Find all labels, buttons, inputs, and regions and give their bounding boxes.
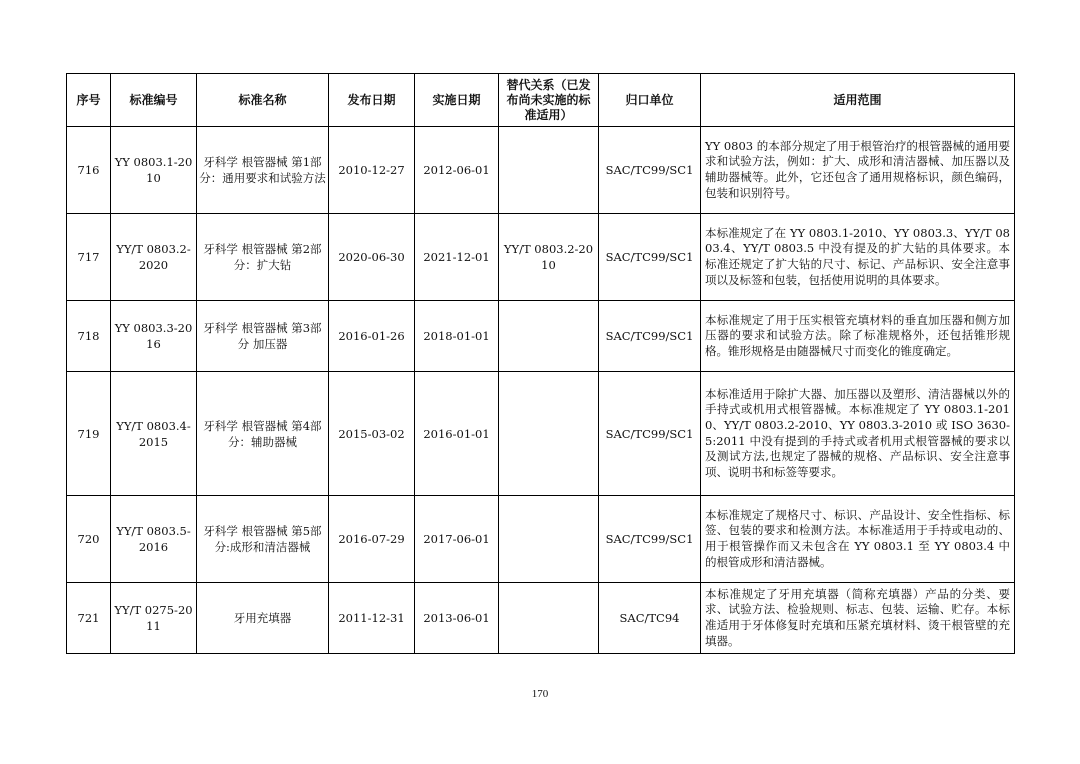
table-row — [67, 496, 1015, 583]
row-name: 牙科学 根管器械 第2部分：扩大钻 — [197, 214, 329, 301]
header-row — [67, 74, 1015, 127]
row-no: 719 — [67, 372, 111, 496]
row-unit: SAC/TC99/SC1 — [599, 214, 701, 301]
row-publish-date: 2011-12-31 — [329, 583, 415, 654]
row-code: YY/T 0803.5-2016 — [111, 496, 197, 583]
row-code: YY/T 0803.4-2015 — [111, 372, 197, 496]
row-unit: SAC/TC94 — [599, 583, 701, 654]
row-code: YY/T 0275-2011 — [111, 583, 197, 654]
row-code: YY 0803.3-2016 — [111, 301, 197, 372]
row-scope: 本标准规定了牙用充填器（简称充填器）产品的分类、要求、试验方法、检验规则、标志、包装、运输、贮存。本标准适用于牙体修复时充填和压紧充填材料、烫干根管壁的充填器。 — [701, 583, 1015, 654]
row-name: 牙科学 根管器械 第3部分 加压器 — [197, 301, 329, 372]
row-scope: 本标准规定了在 YY 0803.1-2010、YY 0803.3、YY/T 0803.4、YY/T 0803.5 中没有提及的扩大钻的具体要求。本标准还规定了扩大钻的尺寸、标记、产品标识、安全注意事项以及标签和包装，包括使用说明的具体要求。 — [701, 214, 1015, 301]
header-code: 标准编号 — [111, 74, 197, 127]
row-scope: 本标准规定了规格尺寸、标识、产品设计、安全性指标、标签、包装的要求和检测方法。本标准适用于手持或电动的、用于根管操作而又未包含在 YY 0803.1 至 YY 0803.4 中的根管成形和清洁器械。 — [701, 496, 1015, 583]
header-implement-date: 实施日期 — [415, 74, 499, 127]
row-publish-date: 2015-03-02 — [329, 372, 415, 496]
header-name: 标准名称 — [197, 74, 329, 127]
row-no: 721 — [67, 583, 111, 654]
table-row — [67, 583, 1015, 654]
row-scope: 本标准适用于除扩大器、加压器以及塑形、清洁器械以外的手持式或机用式根管器械。本标准规定了 YY 0803.1-2010、YY/T 0803.2-2010、YY 0803.3-2010 或 ISO 3630-5:2011 中没有提到的手持式或者机用式根管器械的要求以及测试方法,也规定了器械的规格、产品标识、安全注意事项、说明书和标签等要求。 — [701, 372, 1015, 496]
row-unit: SAC/TC99/SC1 — [599, 372, 701, 496]
header-replace: 替代关系（已发布尚未实施的标准适用） — [499, 74, 599, 127]
row-scope: YY 0803 的本部分规定了用于根管治疗的根管器械的通用要求和试验方法，例如：扩大、成形和清洁器械、加压器以及辅助器械等。此外，它还包含了通用规格标识，颜色编码，包装和识别符号。 — [701, 127, 1015, 214]
row-no: 717 — [67, 214, 111, 301]
row-replace — [499, 583, 599, 654]
row-publish-date: 2010-12-27 — [329, 127, 415, 214]
header-no: 序号 — [67, 74, 111, 127]
row-scope: 本标准规定了用于压实根管充填材料的垂直加压器和侧方加压器的要求和试验方法。除了标准规格外，还包括锥形规格。锥形规格是由随器械尺寸而变化的锥度确定。 — [701, 301, 1015, 372]
row-publish-date: 2016-07-29 — [329, 496, 415, 583]
row-implement-date: 2016-01-01 — [415, 372, 499, 496]
row-replace — [499, 372, 599, 496]
row-code: YY/T 0803.2-2020 — [111, 214, 197, 301]
row-implement-date: 2018-01-01 — [415, 301, 499, 372]
row-replace — [499, 301, 599, 372]
row-code: YY 0803.1-2010 — [111, 127, 197, 214]
row-publish-date: 2020-06-30 — [329, 214, 415, 301]
row-unit: SAC/TC99/SC1 — [599, 127, 701, 214]
page-number: 170 — [531, 688, 549, 700]
row-name: 牙用充填器 — [197, 583, 329, 654]
row-publish-date: 2016-01-26 — [329, 301, 415, 372]
row-implement-date: 2013-06-01 — [415, 583, 499, 654]
row-replace — [499, 127, 599, 214]
row-implement-date: 2012-06-01 — [415, 127, 499, 214]
table-row — [67, 372, 1015, 496]
row-name: 牙科学 根管器械 第4部分：辅助器械 — [197, 372, 329, 496]
row-replace: YY/T 0803.2-2010 — [499, 214, 599, 301]
row-implement-date: 2021-12-01 — [415, 214, 499, 301]
row-replace — [499, 496, 599, 583]
row-name: 牙科学 根管器械 第5部分:成形和清洁器械 — [197, 496, 329, 583]
header-publish-date: 发布日期 — [329, 74, 415, 127]
row-no: 716 — [67, 127, 111, 214]
standards-table — [66, 73, 1015, 654]
table-row — [67, 301, 1015, 372]
row-unit: SAC/TC99/SC1 — [599, 301, 701, 372]
row-no: 718 — [67, 301, 111, 372]
row-implement-date: 2017-06-01 — [415, 496, 499, 583]
row-no: 720 — [67, 496, 111, 583]
table-row — [67, 127, 1015, 214]
header-unit: 归口单位 — [599, 74, 701, 127]
table-row — [67, 214, 1015, 301]
row-unit: SAC/TC99/SC1 — [599, 496, 701, 583]
header-scope: 适用范围 — [701, 74, 1015, 127]
row-name: 牙科学 根管器械 第1部分：通用要求和试验方法 — [197, 127, 329, 214]
